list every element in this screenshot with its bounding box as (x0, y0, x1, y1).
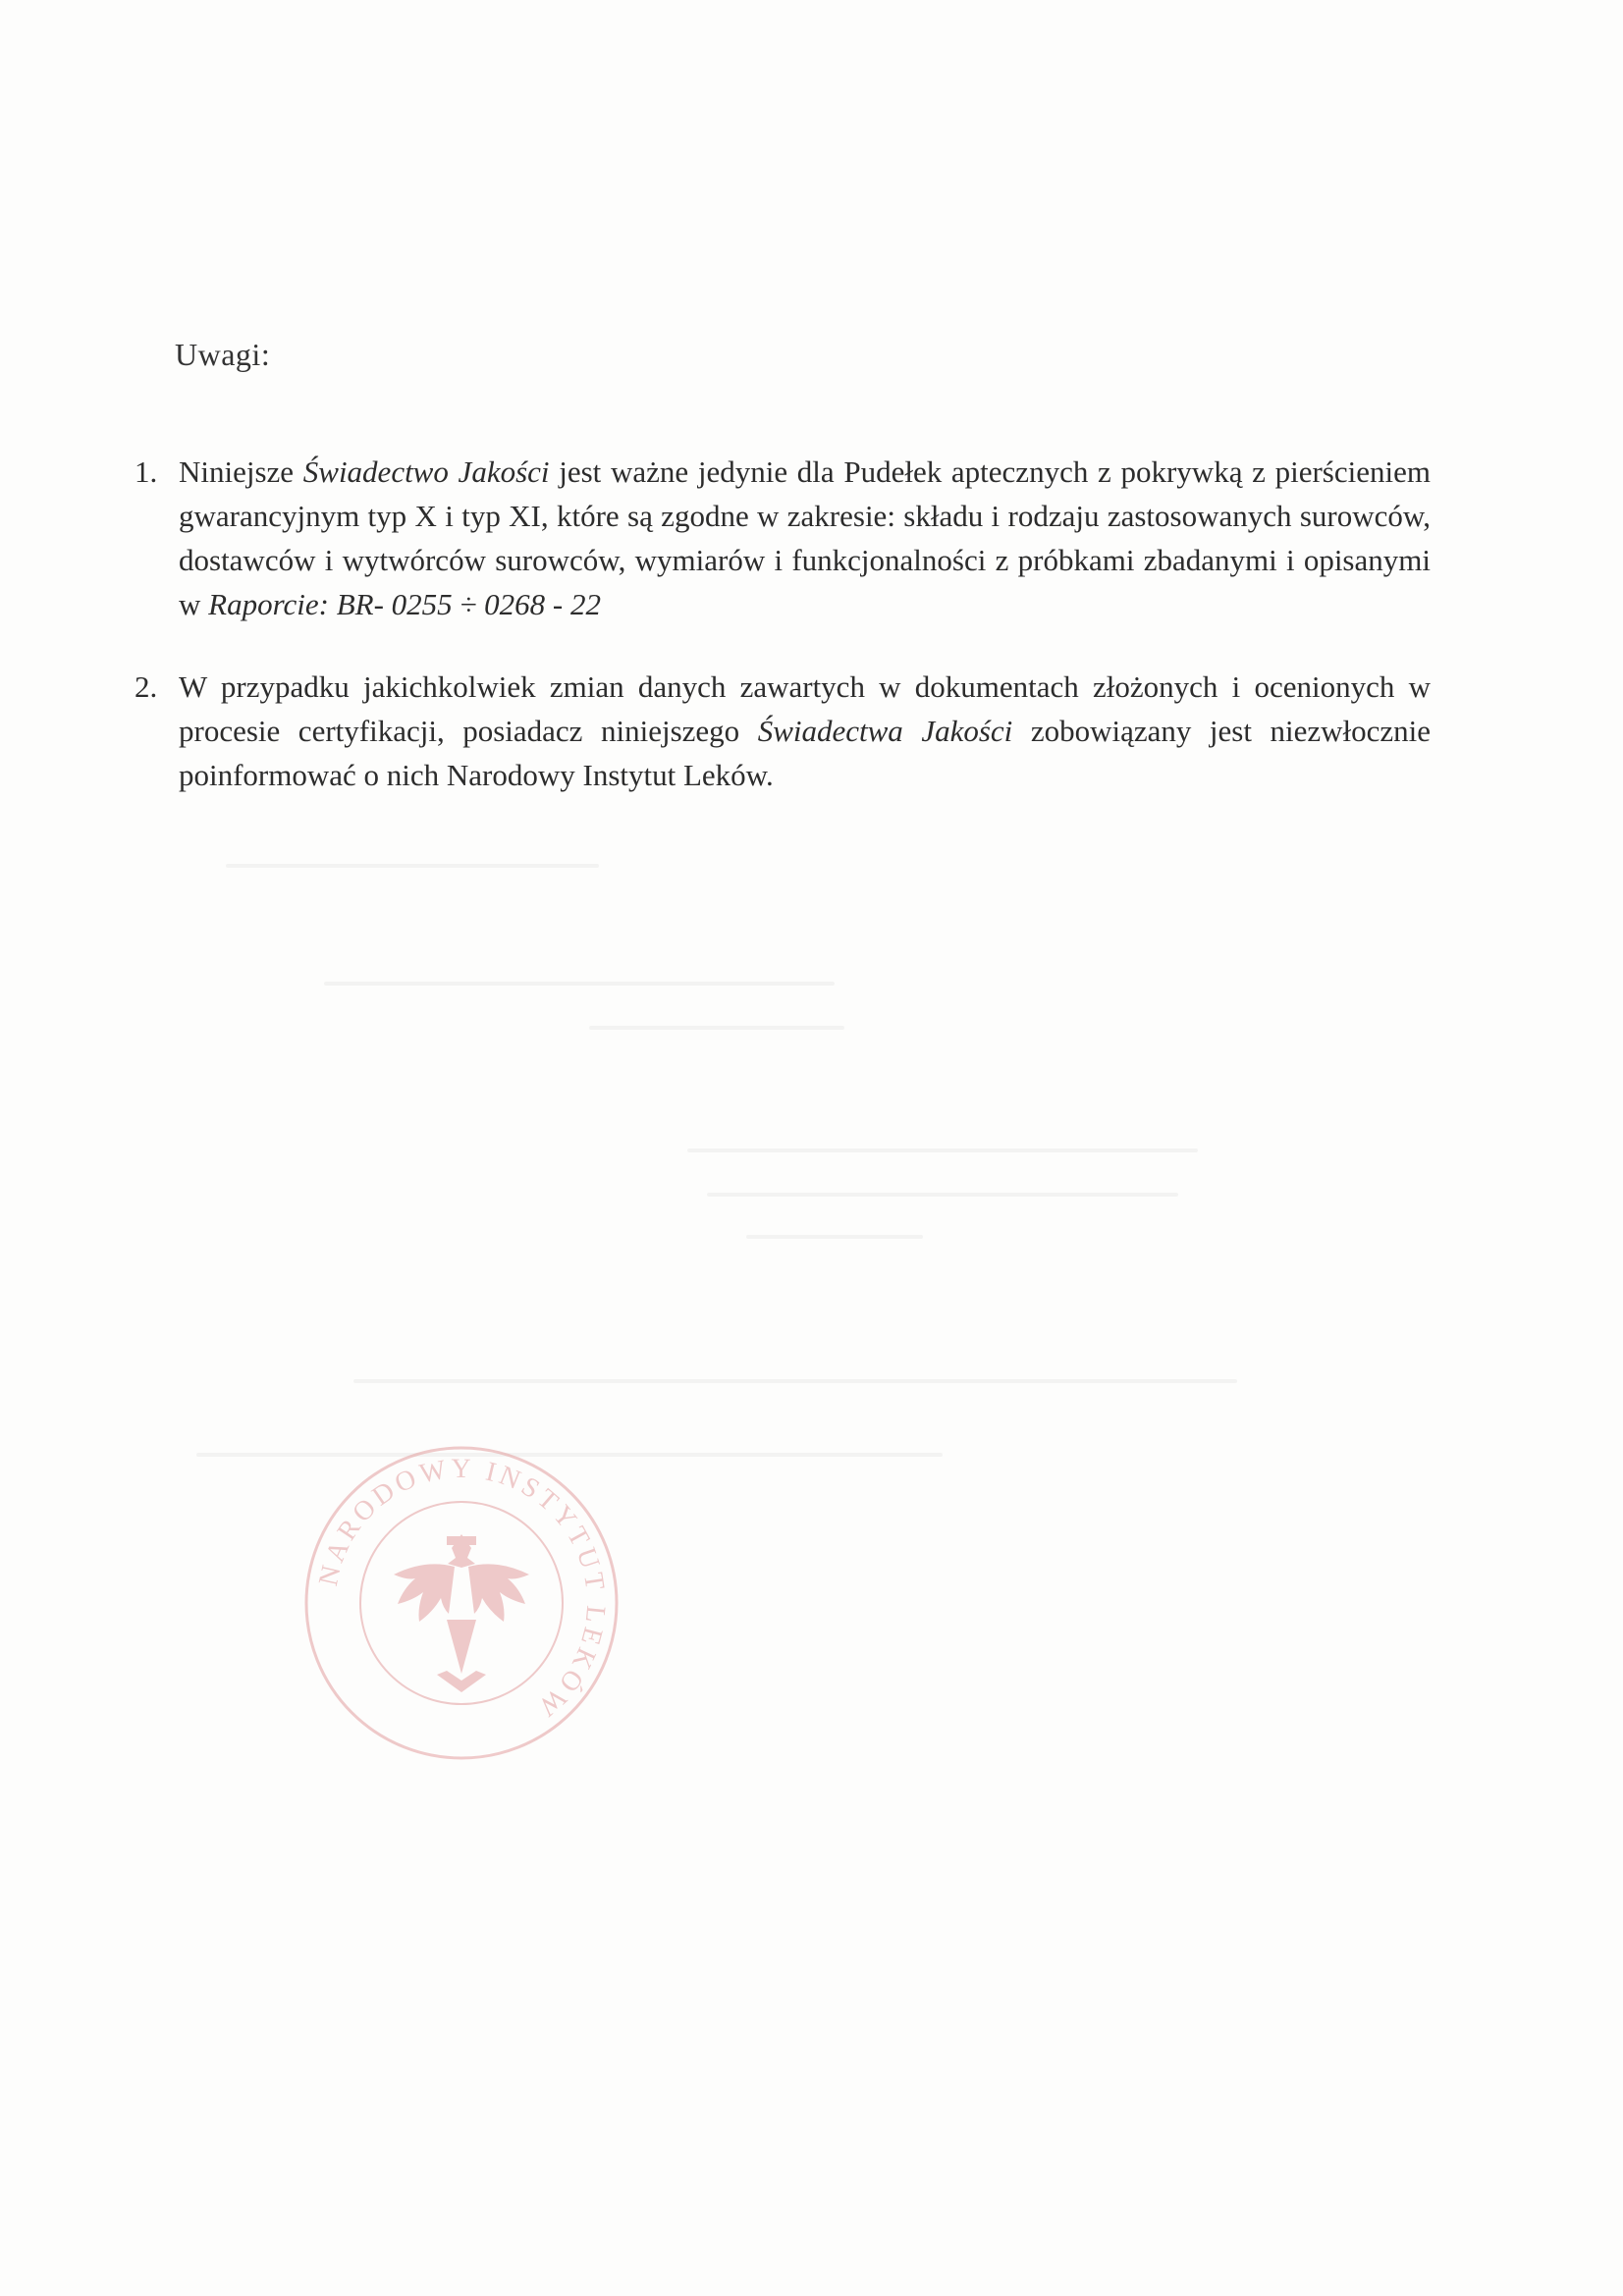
remark-text-segment-italic: Świadectwa Jakości (757, 714, 1013, 748)
remark-text-segment: W przypadku jakichkolwiek zmian danych zawartych w dokumentach złożonych i ocenionych w procesie certyfikacji, posiadacz niniejszego (179, 669, 1431, 748)
remark-text-segment: Niniejsze (179, 454, 303, 489)
bleed-through-mark (226, 864, 599, 868)
remark-item-2 (135, 665, 1431, 797)
remark-text-segment-italic: Świadectwo Jakości (302, 454, 550, 489)
bleed-through-mark (707, 1193, 1178, 1197)
bleed-through-mark (589, 1026, 844, 1030)
remarks-heading: Uwagi: (175, 337, 271, 372)
bleed-through-mark (746, 1235, 923, 1239)
bleed-through-mark (687, 1148, 1198, 1152)
remark-text-segment: zobowiązany jest niezwłocznie poinformować o nich Narodowy Instytut Leków. (179, 714, 1432, 792)
remark-number: 2. (135, 669, 158, 704)
remark-text (179, 450, 1431, 626)
eagle-emblem-icon (394, 1534, 529, 1692)
seal-ring-text: NARODOWY INSTYTUT LEKÓW (313, 1453, 612, 1725)
report-reference: Raporcie: BR- 0255 ÷ 0268 - 22 (208, 587, 601, 621)
remark-number: 1. (135, 454, 158, 489)
remark-item-1 (135, 450, 1431, 626)
bleed-through-mark (353, 1379, 1237, 1383)
bleed-through-mark (324, 982, 835, 986)
remark-text (179, 665, 1431, 797)
official-seal-stamp (299, 1441, 623, 1765)
remark-text-segment: jest ważne jedynie dla Pudełek aptecznych z pokrywką z pierścieniem gwarancyjnym typ X i typ XI, które są zgodne w zakresie: składu i rodzaju zastosowanych surowców, dostawców i wytwórców surowców, wymiarów i funkcjonalności z próbkami zbadanymi i opisanymi w (179, 454, 1431, 621)
